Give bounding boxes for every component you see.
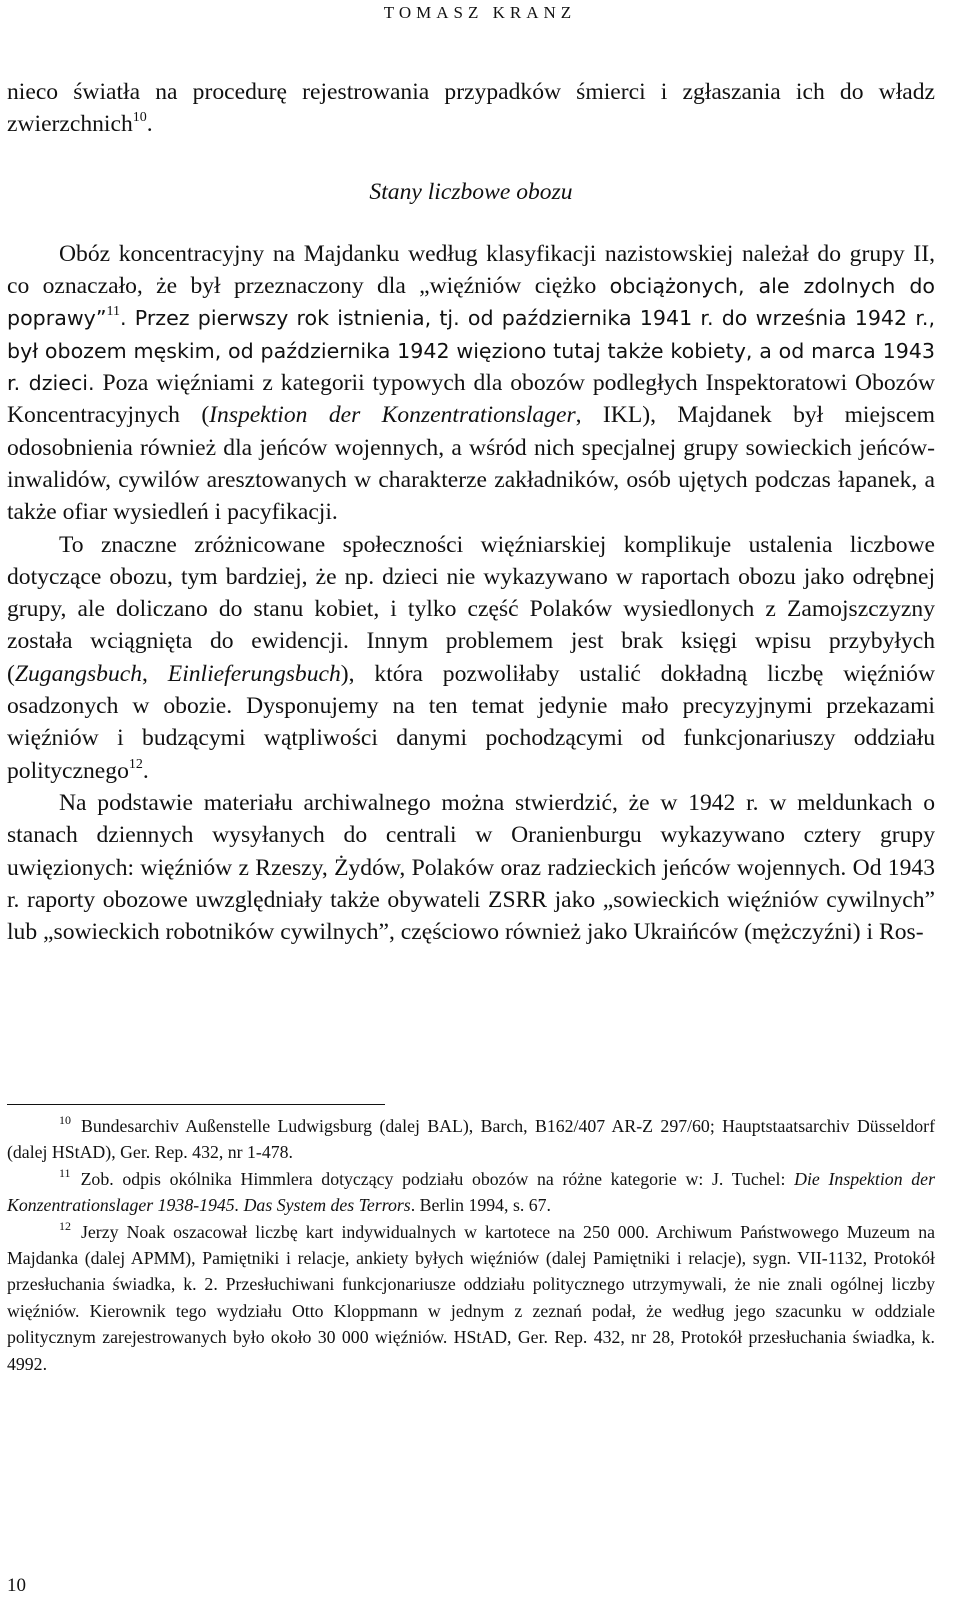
paragraph-2: To znaczne zróżnicowane społeczności więźniarskiej komplikuje ustalenia liczbowe dotyczące obozu, tym bardziej, że np. dzieci nie wykazywano w raportach obozu jako odrębnej grupy, ale doliczano do stanu kobiet, i tylko część Polaków wysiedlonych z Zamojszczyzny została wciągnięta do ewidencji. Innym problemem jest brak księgi wpisu przybyłych (Zugangsbuch, Einlieferungsbuch), która pozwoliłaby ustalić dokładną liczbę więźniów osadzonych w obozie. Dysponujemy na ten temat jedynie mało precyzyjnymi przekazami więźniów i budzącymi wątpliwości danymi pochodzącymi od funkcjonariuszy oddziału politycznego$^{12}$. xyxy=(7,531,935,784)
footnote-11: $^{11}$ Zob. odpis okólnika Himmlera dotyczący podziału obozów na różne kategorie w: J. Tuchel: Die Inspektion der Konzentrationslager 1938-1945. Das System des Terrors. Berlin 1994, s. 67. xyxy=(7,1165,935,1216)
main-text xyxy=(7,76,935,948)
paragraph-3: Na podstawie materiału archiwalnego można stwierdzić, że w 1942 r. w meldunkach o stanach dziennych wysyłanych do centrali w Oranienburgu wykazywano cztery grupy uwięzionych: więźniów z Rzeszy, Żydów, Polaków oraz radzieckich jeńców wojennych. Od 1943 r. raporty obozowe uwzględniały także obywateli ZSRR jako „sowieckich więźniów cywilnych” lub „sowieckich robotników cywilnych”, częściowo również jako Ukraińców (mężczyźni) i Ros- xyxy=(7,789,935,946)
paragraph-1: Obóz koncentracyjny na Majdanku według klasyfikacji nazistowskiej należał do grupy II, co oznaczało, że był przeznaczony dla „więźniów ciężko obciążonych, ale zdolnych do poprawy”$^{11}$. Przez pierwszy rok istnienia, tj. od października 1941 r. do września 1942 r., był obozem męskim, od października 1942 więziono tutaj także kobiety, a od marca 1943 r. dzieci. Poza więźniami z kategorii typowych dla obozów podległych Inspektoratowi Obozów Koncentracyjnych (Inspektion der Konzentrationslager, IKL), Majdanek był miejscem odosobnienia również dla jeńców wojennych, a wśród nich specjalnej grupy sowieckich jeńców-inwalidów, cywilów aresztowanych w charakterze zakładników, osób ujętych podczas łapanek, a także ofiar wysiedleń i pacyfikacji. xyxy=(7,240,935,526)
footnotes xyxy=(7,1113,935,1377)
footnote-ref-11[interactable]: 11 xyxy=(106,304,121,320)
intro-paragraph: nieco światła na procedurę rejestrowania przypadków śmierci i zgłaszania ich do władz zwierzchnich$^{10}$. xyxy=(7,79,935,138)
section-title: Stany liczbowe obozu xyxy=(369,178,573,205)
running-head: TOMASZ KRANZ xyxy=(383,3,577,22)
footnote-ref-10[interactable]: 10 xyxy=(132,110,147,126)
footnote-12: $^{12}$ Jerzy Noak oszacował liczbę kart indywidualnych w kartotece na 250 000. Archiwum Państwowego Muzeum na Majdanka (dalej APMM), Pamiętniki i relacje, ankiety byłych więźniów (dalej Pamiętniki i relacje), sygn. VII-1132, Protokół przesłuchania świadka, k. 2. Przesłuchiwani funkcjonariusze oddziału politycznego utrzymywali, że nie znali ogólnej liczby więźniów. Kierownik tego wydziału Otto Kloppmann w jednym z zeznań podał, że według jego szacunku w oddziale politycznym zarejestrowanych było około 30 000 więźniów. HStAD, Ger. Rep. 432, nr 28, Protokół przesłuchania świadka, k. 4992. xyxy=(7,1218,935,1374)
footnote-10: $^{10}$ Bundesarchiv Außenstelle Ludwigsburg (dalej BAL), Barch, B162/407 AR-Z 297/60; Hauptstaatsarchiv Düsseldorf (dalej HStAD), Ger. Rep. 432, nr 1-478. xyxy=(7,1113,935,1163)
footnote-ref-12[interactable]: 12 xyxy=(128,756,143,772)
page-number: 10 xyxy=(7,1575,26,1596)
footnote-divider xyxy=(7,1104,385,1105)
